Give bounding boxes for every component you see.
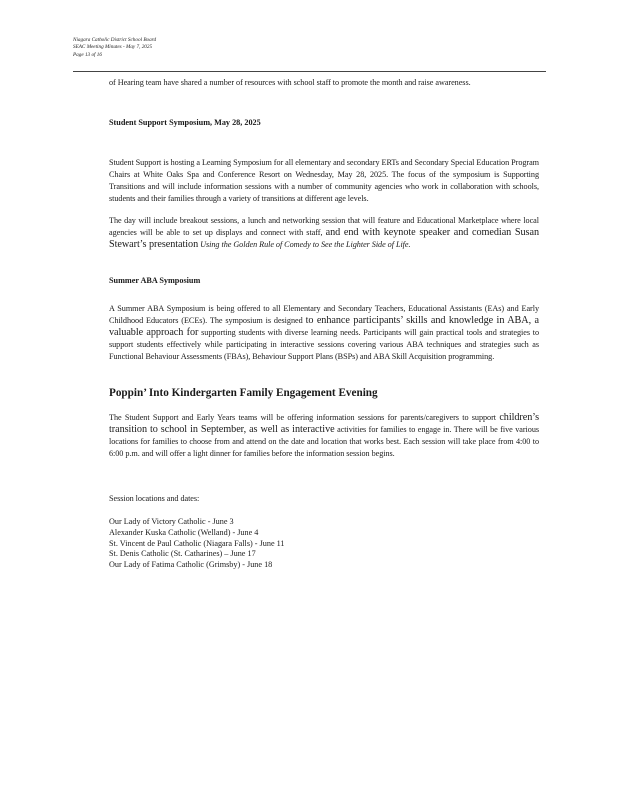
kindergarten-heading: Poppin’ Into Kindergarten Family Engagement Evening bbox=[109, 387, 378, 399]
aba-part-b: to enhance participants’ skills and knowledge in ABA, a valuable approach for bbox=[109, 315, 539, 338]
student-support-symposium-paragraph-1: Student Support is hosting a Learning Symposium for all elementary and secondary ERTs and Secondary Special Education Program Chairs at White Oaks Spa and Conference Resort on Wednesday, May 28, 2025. The focus of the symposium is Supporting Transitions and will include information sessions with a number of community agencies who work in collaboration with schools, students and their families through a variety of transitions at different age levels. bbox=[109, 158, 539, 203]
header-meeting-title: SEAC Meeting Minutes - May 7, 2025 bbox=[73, 44, 153, 51]
student-support-symposium-heading: Student Support Symposium, May 28, 2025 bbox=[109, 118, 261, 127]
list-item: Our Lady of Fatima Catholic (Grimsby) - June 18 bbox=[109, 560, 273, 570]
kindergarten-paragraph bbox=[109, 412, 539, 460]
header-page-number: Page 13 of 16 bbox=[73, 51, 102, 58]
session-locations-label: Session locations and dates: bbox=[109, 494, 200, 503]
summer-aba-heading: Summer ABA Symposium bbox=[109, 276, 201, 285]
list-item: St. Denis Catholic (St. Catharines) – June 17 bbox=[109, 549, 256, 559]
list-item: St. Vincent de Paul Catholic (Niagara Falls) - June 11 bbox=[109, 538, 285, 548]
pik-part-b: children’s transition to school in September, as well as interactive bbox=[109, 412, 539, 435]
session-locations-list bbox=[109, 517, 539, 571]
header-rule bbox=[73, 71, 546, 72]
pik-part-c: activities for families to engage in. There will be five various locations for families to choose from and attend on the date and location that works best. Each session will take place from 4:00 to 6:00 p.m. and will offer a light dinner for families before the information session begins. bbox=[109, 425, 539, 458]
pik-part-a: The Student Support and Early Years teams will be offering information sessions for parents/caregivers to support bbox=[109, 413, 497, 422]
list-item: Alexander Kuska Catholic (Welland) - June 4 bbox=[109, 527, 259, 537]
sss-p2-part-a: The day will include breakout sessions, a lunch and networking session that will feature and Educational Marketplace where local agencies will be able to set up displays and connect with staff, bbox=[109, 216, 539, 237]
list-item: Our Lady of Victory Catholic - June 3 bbox=[109, 517, 234, 526]
aba-part-c: supporting students with diverse learning needs. Participants will gain practical tools and strategies to support students effectively while participating in interactive sessions covering various ABA techniques and strategies such as Functional Behaviour Assessments (FBAs), Behaviour Support Plans (BSPs) and ABA Skill Acquisition programming. bbox=[109, 328, 540, 361]
sss-p2-part-b: and end with keynote speaker and comedian Susan Stewart’s presentation bbox=[109, 227, 539, 250]
document-body bbox=[109, 77, 539, 571]
header-board-name: Niagara Catholic District School Board bbox=[73, 37, 157, 43]
intro-paragraph: of Hearing team have shared a number of resources with school staff to promote the month and raise awareness. bbox=[109, 78, 471, 87]
student-support-symposium-paragraph-2 bbox=[109, 215, 539, 251]
summer-aba-paragraph bbox=[109, 303, 539, 363]
aba-part-a: A Summer ABA Symposium is being offered to all Elementary and Secondary Teachers, Educational Assistants (EAs) and Early Childhood Educators (ECEs). The symposium is designed bbox=[109, 304, 539, 325]
sss-p2-presentation-title: Using the Golden Rule of Comedy to See the Lighter Side of Life. bbox=[200, 240, 411, 249]
page-header bbox=[73, 37, 156, 59]
